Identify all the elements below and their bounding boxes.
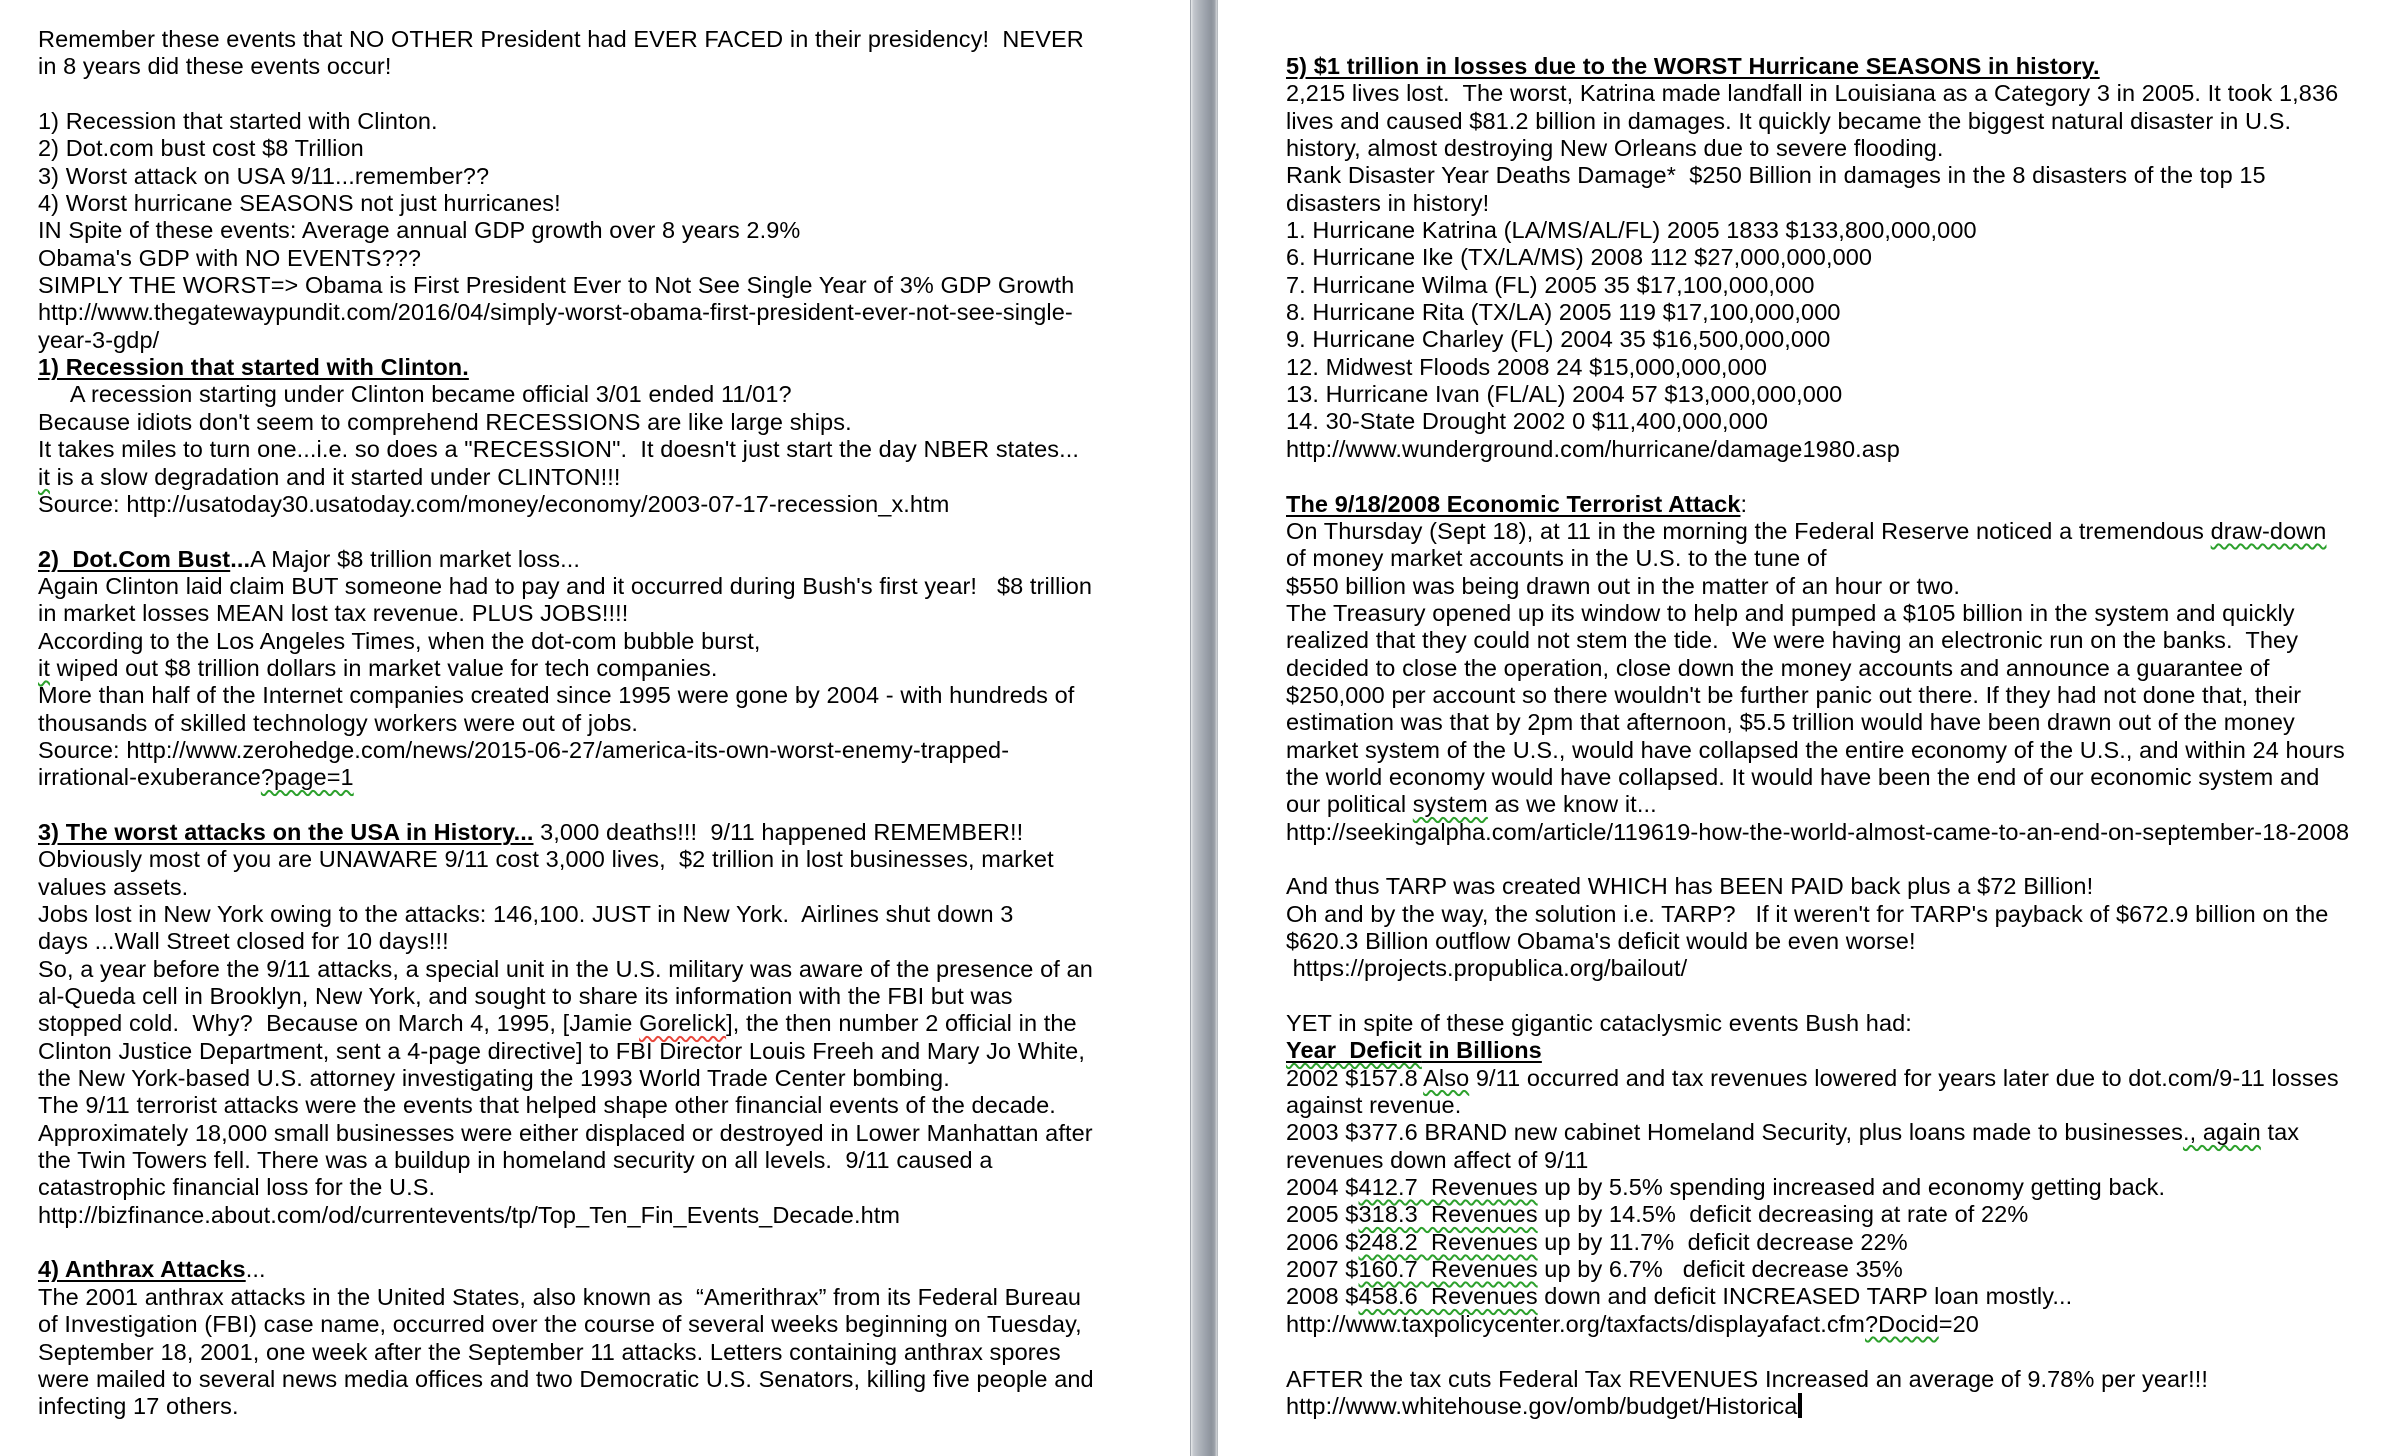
text-segment: the Twin Towers fell. There was a buildup in homeland security on all levels. 9/11 caused a <box>38 1147 993 1174</box>
text-segment: 3,000 deaths!!! 9/11 happened REMEMBER!! <box>533 818 1024 845</box>
spellcheck-squiggle-green: it <box>38 654 50 681</box>
text-line <box>38 928 1094 955</box>
text-segment: is a slow degradation and it started under CLINTON!!! <box>49 463 621 490</box>
text-segment: 4) Anthrax Attacks <box>38 1256 246 1283</box>
text-segment: 8. Hurricane Rita (TX/LA) 2005 119 $17,100,000,000 <box>1286 299 1841 326</box>
text-line <box>1286 1092 2349 1119</box>
text-segment: 3) The worst attacks on the USA in History... <box>38 818 534 845</box>
text-segment: Source: http://usatoday30.usatoday.com/money/economy/2003-07-17-recession_x.htm <box>38 490 950 517</box>
text-line <box>1286 901 2349 928</box>
text-line <box>38 108 1094 135</box>
text-segment: Jobs lost in New York owing to the attacks: 146,100. JUST in New York. Airlines shut down 3 <box>38 901 1014 927</box>
text-line <box>38 983 1094 1010</box>
text-segment: The 9/11 terrorist attacks were the events that helped shape other financial events of the decade. <box>38 1092 1056 1119</box>
text-line <box>38 819 1094 846</box>
text-segment: It takes miles to turn one...i.e. so does a "RECESSION". It doesn't just start the day NBER states... <box>38 436 1080 463</box>
text-segment: wiped out $8 trillion dollars in market value for tech companies. <box>49 654 718 681</box>
text-line <box>38 217 1094 244</box>
text-segment: Source: http://www.zerohedge.com/news/2015-06-27/america-its-own-worst-enemy-trapped- <box>38 736 1010 763</box>
text-segment: the New York-based U.S. attorney investigating the 1993 World Trade Center bombing. <box>38 1065 950 1092</box>
text-segment: Rank Disaster Year Deaths Damage* $250 Billion in damages in the 8 disasters of the top 15 <box>1286 162 2266 189</box>
text-line <box>1286 1283 2349 1310</box>
page-gap-divider <box>1190 0 1218 1456</box>
text-segment <box>1358 1201 1537 1227</box>
text-line <box>38 1256 1094 1283</box>
text-line <box>1286 1256 2349 1283</box>
text-segment: 9. Hurricane Charley (FL) 2004 35 $16,500,000,000 <box>1286 326 1831 353</box>
spellcheck-squiggle-green: 458.6 Revenues <box>1358 1283 1538 1310</box>
text-line <box>38 272 1094 299</box>
text-segment <box>1358 1229 1537 1255</box>
text-segment: 2005 $ <box>1286 1201 1359 1228</box>
text-segment: https://projects.propublica.org/bailout/ <box>1286 955 1688 982</box>
text-segment <box>1286 1037 1422 1063</box>
text-segment: 13. Hurricane Ivan (FL/AL) 2004 57 $13,000,000,000 <box>1286 381 1843 408</box>
text-segment: September 18, 2001, one week after the September 11 attacks. Letters containing anthrax spores <box>38 1338 1061 1365</box>
text-line <box>38 518 1094 545</box>
text-line <box>1286 682 2349 709</box>
text-segment: $620.3 Billion outflow Obama's deficit would be even worse! <box>1286 928 1916 954</box>
text-line <box>1286 1229 2349 1256</box>
text-line <box>38 901 1094 928</box>
text-segment: of Investigation (FBI) case name, occurred over the course of several weeks beginning on Tuesday, <box>38 1311 1082 1338</box>
text-segment: According to the Los Angeles Times, when the dot-com bubble burst, <box>38 627 761 654</box>
text-line <box>38 573 1094 600</box>
text-segment: Again Clinton laid claim BUT someone had to pay and it occurred during Bush's first year! $8 trillion <box>38 572 1093 599</box>
spellcheck-squiggle-green: ?Docid <box>1865 1310 1939 1337</box>
text-segment: history, almost destroying New Orleans due to severe flooding. <box>1286 135 1944 162</box>
text-segment: Clinton Justice Department, sent a 4-page directive] to FBI Director Louis Freeh and Mary Jo White, <box>38 1037 1085 1064</box>
text-line <box>1286 326 2349 353</box>
text-segment <box>639 1010 726 1036</box>
text-line <box>1286 600 2349 627</box>
text-segment: http://www.whitehouse.gov/omb/budget/Historica <box>1286 1392 1798 1419</box>
text-segment: 2007 $ <box>1286 1256 1359 1283</box>
text-line <box>38 956 1094 983</box>
text-line <box>1286 408 2349 435</box>
text-line <box>1286 381 2349 408</box>
text-line <box>38 1120 1094 1147</box>
text-segment: $250,000 per account so there wouldn't be further panic out there. If they had not done that, their <box>1286 681 2302 708</box>
text-line <box>38 737 1094 764</box>
text-segment: http://bizfinance.about.com/od/currentevents/tp/Top_Ten_Fin_Events_Decade.htm <box>38 1201 901 1228</box>
text-line <box>1286 1338 2349 1365</box>
text-segment: ... <box>245 1256 266 1283</box>
text-segment: stopped cold. Why? Because on March 4, 1995, [Jamie <box>38 1010 640 1037</box>
text-segment <box>1865 1311 1939 1337</box>
text-line <box>1286 983 2349 1010</box>
text-segment <box>1358 1256 1537 1282</box>
text-line <box>38 764 1094 791</box>
text-segment: 14. 30-State Drought 2002 0 $11,400,000,000 <box>1286 408 1769 435</box>
text-line <box>1286 873 2349 900</box>
text-line <box>38 1284 1094 1311</box>
left-page-text <box>38 26 1094 1421</box>
text-line <box>38 846 1094 873</box>
text-segment: The 9/18/2008 Economic Terrorist Attack <box>1286 490 1741 517</box>
spellcheck-squiggle-green: 318.3 Revenues <box>1358 1201 1538 1228</box>
text-segment: 2,215 lives lost. The worst, Katrina made landfall in Louisiana as a Category 3 in 2005. It took 1,836 <box>1286 80 2339 107</box>
text-segment: Oh and by the way, the solution i.e. TARP? If it weren't for TARP's payback of $672.9 billion on the <box>1286 900 2329 927</box>
text-line <box>38 491 1094 518</box>
text-line <box>38 1339 1094 1366</box>
text-line <box>1286 1393 2349 1420</box>
text-line <box>38 710 1094 737</box>
text-segment: 2) Dot.com bust cost $8 Trillion <box>38 135 364 162</box>
text-segment: AFTER the tax cuts Federal Tax REVENUES Increased an average of 9.78% per year!!! <box>1286 1365 2208 1392</box>
spellcheck-squiggle-green: Year Deficit <box>1286 1037 1422 1064</box>
text-line <box>38 299 1094 326</box>
text-segment: Remember these events that NO OTHER President had EVER FACED in their presidency! NEVER <box>38 26 1084 52</box>
text-segment: 9/11 occurred and tax revenues lowered for years later due to dot.com/9-11 losses <box>1469 1064 2339 1091</box>
text-line <box>1286 791 2349 818</box>
text-segment: And thus TARP was created WHICH has BEEN PAID back plus a $72 Billion! <box>1286 873 2094 900</box>
text-segment: 6. Hurricane Ike (TX/LA/MS) 2008 112 $27,000,000,000 <box>1286 244 1873 271</box>
text-segment: http://www.taxpolicycenter.org/taxfacts/displayafact.cfm <box>1286 1310 1865 1337</box>
text-cursor <box>1798 1393 1802 1418</box>
text-segment: up by 11.7% deficit decrease 22% <box>1537 1228 1908 1255</box>
text-line <box>1286 299 2349 326</box>
spellcheck-squiggle-green: ?page=1 <box>260 764 354 791</box>
text-segment: estimation was that by 2pm that afternoon, $5.5 trillion would have been drawn out of the money <box>1286 709 2295 736</box>
text-segment: up by 14.5% deficit decreasing at rate of 22% <box>1537 1201 2029 1228</box>
text-segment: 4) Worst hurricane SEASONS not just hurricanes! <box>38 190 561 217</box>
text-line <box>1286 217 2349 244</box>
text-segment: 1) Recession that started with Clinton. <box>38 354 469 381</box>
spellcheck-squiggle-green: 160.7 Revenues <box>1358 1256 1538 1283</box>
text-line <box>1286 272 2349 299</box>
text-segment: year-3-gdp/ <box>38 326 160 353</box>
text-line <box>38 1038 1094 1065</box>
text-line <box>1286 244 2349 271</box>
text-segment: lives and caused $81.2 billion in damages. It quickly became the biggest natural disaster in U.S. <box>1286 107 2292 134</box>
text-line <box>38 600 1094 627</box>
text-segment: On Thursday (Sept 18), at 11 in the morning the Federal Reserve noticed a tremendous <box>1286 517 2211 544</box>
text-line <box>1286 1201 2349 1228</box>
text-segment: A recession starting under Clinton became official 3/01 ended 11/01? <box>38 381 792 408</box>
text-segment: infecting 17 others. <box>38 1393 239 1420</box>
text-line <box>38 1010 1094 1037</box>
text-line <box>1286 162 2349 189</box>
text-line <box>1286 53 2349 80</box>
text-segment: against revenue. <box>1286 1092 1462 1119</box>
text-segment: al-Queda cell in Brooklyn, New York, and sought to share its information with the FBI but was <box>38 983 1013 1010</box>
text-line <box>38 1366 1094 1393</box>
text-line <box>1286 1037 2349 1064</box>
spellcheck-squiggle-green: draw-down <box>2210 517 2327 544</box>
text-segment: 5) $1 trillion in losses due to the WORST Hurricane SEASONS in history. <box>1286 53 2100 79</box>
text-line <box>1286 846 2349 873</box>
text-line <box>1286 1147 2349 1174</box>
text-line <box>38 53 1094 80</box>
text-segment: market system of the U.S., would have collapsed the entire economy of the U.S., and within 24 hours <box>1286 736 2345 763</box>
text-segment <box>1413 791 1488 817</box>
text-line <box>1286 655 2349 682</box>
text-segment: ... <box>230 545 251 572</box>
text-segment: http://www.thegatewaypundit.com/2016/04/simply-worst-obama-first-president-ever-not-see-single- <box>38 299 1073 326</box>
text-line <box>38 655 1094 682</box>
text-segment: The 2001 anthrax attacks in the United States, also known as “Amerithrax” from its Federal Bureau <box>38 1283 1081 1310</box>
text-segment <box>1423 1065 1469 1091</box>
text-segment: irrational-exuberance <box>38 764 261 791</box>
text-line <box>38 464 1094 491</box>
text-segment: http://www.wunderground.com/hurricane/damage1980.asp <box>1286 435 1900 462</box>
spellcheck-squiggle-red: Gorelick <box>639 1010 727 1037</box>
text-segment: http://seekingalpha.com/article/119619-how-the-world-almost-came-to-an-end-on-september-18-2008 <box>1286 818 2350 845</box>
text-segment: 3) Worst attack on USA 9/11...remember?? <box>38 162 490 189</box>
text-segment: $550 billion was being drawn out in the matter of an hour or two. <box>1286 572 1961 599</box>
text-line <box>1286 545 2349 572</box>
spellcheck-squiggle-green: it <box>38 463 50 490</box>
text-segment <box>38 655 50 681</box>
text-segment: : <box>1740 490 1748 517</box>
spellcheck-squiggle-green: Also <box>1423 1064 1470 1091</box>
text-line <box>1286 737 2349 764</box>
text-line <box>1286 1311 2349 1338</box>
text-segment: 2008 $ <box>1286 1283 1359 1310</box>
text-line <box>38 354 1094 381</box>
text-line <box>1286 955 2349 982</box>
text-segment: Approximately 18,000 small businesses were either displaced or destroyed in Lower Manhattan after <box>38 1119 1093 1146</box>
text-segment: in market losses MEAN lost tax revenue. PLUS JOBS!!!! <box>38 600 629 627</box>
text-segment: 2003 $377.6 BRAND new cabinet Homeland Security, plus loans made to businesses <box>1286 1119 2183 1146</box>
text-line <box>1286 135 2349 162</box>
text-segment: SIMPLY THE WORST=> Obama is First President Ever to Not See Single Year of 3% GDP Growth <box>38 272 1075 299</box>
text-line <box>38 409 1094 436</box>
text-segment: of money market accounts in the U.S. to the tune of <box>1286 545 1827 572</box>
text-line <box>1286 518 2349 545</box>
text-line <box>1286 436 2349 463</box>
text-segment: IN Spite of these events: Average annual GDP growth over 8 years 2.9% <box>38 217 801 244</box>
text-segment: down and deficit INCREASED TARP loan mostly... <box>1537 1283 2073 1310</box>
text-line <box>1286 1366 2349 1393</box>
text-segment: catastrophic financial loss for the U.S. <box>38 1174 436 1201</box>
text-line <box>38 245 1094 272</box>
text-line <box>38 135 1094 162</box>
text-line <box>38 381 1094 408</box>
text-line <box>38 792 1094 819</box>
spellcheck-squiggle-green: 248.2 Revenues <box>1358 1228 1538 1255</box>
text-line <box>1286 491 2349 518</box>
text-line <box>38 26 1094 53</box>
text-line <box>1286 573 2349 600</box>
text-line <box>1286 80 2349 107</box>
spellcheck-squiggle-green: 412.7 Revenues <box>1358 1174 1538 1201</box>
text-segment: 7. Hurricane Wilma (FL) 2005 35 $17,100,000,000 <box>1286 271 1815 298</box>
text-line <box>38 628 1094 655</box>
text-line <box>1286 463 2349 490</box>
text-segment: up by 5.5% spending increased and economy getting back. <box>1537 1174 2166 1201</box>
text-segment <box>2211 518 2327 544</box>
text-line <box>38 1393 1094 1420</box>
text-line <box>38 163 1094 190</box>
text-segment: thousands of skilled technology workers were out of jobs. <box>38 709 639 736</box>
document-page-right[interactable] <box>1218 0 2396 1456</box>
text-segment: 2) Dot.Com Bust <box>38 545 231 572</box>
text-line <box>1286 764 2349 791</box>
text-segment: realized that they could not stem the tide. We were having an electronic run on the banks. They <box>1286 627 2299 654</box>
text-segment <box>1358 1283 1537 1309</box>
text-line <box>38 1202 1094 1229</box>
text-segment: Obviously most of you are UNAWARE 9/11 cost 3,000 lives, $2 trillion in lost businesses, market <box>38 846 1054 873</box>
text-segment: up by 6.7% deficit decrease 35% <box>1537 1256 1903 1283</box>
document-page-left[interactable] <box>0 0 1190 1456</box>
text-segment: Obama's GDP with NO EVENTS??? <box>38 244 422 271</box>
text-line <box>1286 1010 2349 1037</box>
spellcheck-squiggle-green: ., again <box>2182 1119 2261 1146</box>
text-line <box>38 327 1094 354</box>
text-line <box>1286 928 2349 955</box>
text-segment: the world economy would have collapsed. It would have been the end of our economic system and <box>1286 763 2320 790</box>
text-line <box>1286 1065 2349 1092</box>
text-line <box>1286 1174 2349 1201</box>
text-line <box>1286 709 2349 736</box>
text-line <box>1286 190 2349 217</box>
text-segment: disasters in history! <box>1286 189 1490 216</box>
text-segment: 2002 $157.8 <box>1286 1064 1424 1091</box>
text-line <box>38 1065 1094 1092</box>
text-segment: in Billions <box>1421 1037 1542 1064</box>
text-segment: values assets. <box>38 873 189 900</box>
text-segment <box>2183 1119 2261 1145</box>
text-segment: 2004 $ <box>1286 1174 1359 1201</box>
text-line <box>38 436 1094 463</box>
text-segment: So, a year before the 9/11 attacks, a special unit in the U.S. military was aware of the presence of an <box>38 955 1093 982</box>
text-segment: were mailed to several news media offices and two Democratic U.S. Senators, killing five people and <box>38 1365 1094 1392</box>
text-line <box>38 1092 1094 1119</box>
text-segment: ], the then number 2 official in the <box>726 1010 1077 1037</box>
text-segment: Because idiots don't seem to comprehend RECESSIONS are like large ships. <box>38 408 852 435</box>
text-segment: revenues down affect of 9/11 <box>1286 1146 1589 1173</box>
text-segment: our political <box>1286 791 1413 818</box>
text-segment: The Treasury opened up its window to help and pumped a $105 billion in the system and quickly <box>1286 599 2295 626</box>
text-line <box>1286 819 2349 846</box>
text-line <box>38 81 1094 108</box>
text-line <box>38 190 1094 217</box>
right-page-text <box>1286 53 2349 1420</box>
text-segment: 1) Recession that started with Clinton. <box>38 108 438 135</box>
spellcheck-squiggle-green: system <box>1412 791 1488 818</box>
text-line <box>1286 354 2349 381</box>
text-segment <box>1358 1174 1537 1200</box>
text-segment: 1. Hurricane Katrina (LA/MS/AL/FL) 2005 1833 $133,800,000,000 <box>1286 217 1977 244</box>
text-line <box>38 874 1094 901</box>
text-line <box>1286 108 2349 135</box>
text-line <box>38 1311 1094 1338</box>
text-line <box>38 1174 1094 1201</box>
text-segment: More than half of the Internet companies created since 1995 were gone by 2004 - with hundreds of <box>38 682 1075 709</box>
text-line <box>1286 627 2349 654</box>
text-segment: A Major $8 trillion market loss... <box>250 545 581 572</box>
text-segment: YET in spite of these gigantic cataclysmic events Bush had: <box>1286 1010 1912 1037</box>
text-segment: as we know it... <box>1487 791 1657 818</box>
text-segment: tax <box>2260 1119 2300 1146</box>
text-line <box>38 682 1094 709</box>
text-segment: in 8 years did these events occur! <box>38 53 392 80</box>
text-segment <box>261 764 354 790</box>
text-line <box>38 546 1094 573</box>
text-line <box>1286 1119 2349 1146</box>
text-segment <box>38 464 50 490</box>
text-line <box>38 1147 1094 1174</box>
text-segment: =20 <box>1938 1310 1979 1337</box>
text-segment: 12. Midwest Floods 2008 24 $15,000,000,000 <box>1286 353 1768 380</box>
text-segment: days ...Wall Street closed for 10 days!!! <box>38 928 449 955</box>
text-line <box>38 1229 1094 1256</box>
text-segment: decided to close the operation, close down the money accounts and announce a guarantee of <box>1286 654 2270 681</box>
text-segment: 2006 $ <box>1286 1228 1359 1255</box>
